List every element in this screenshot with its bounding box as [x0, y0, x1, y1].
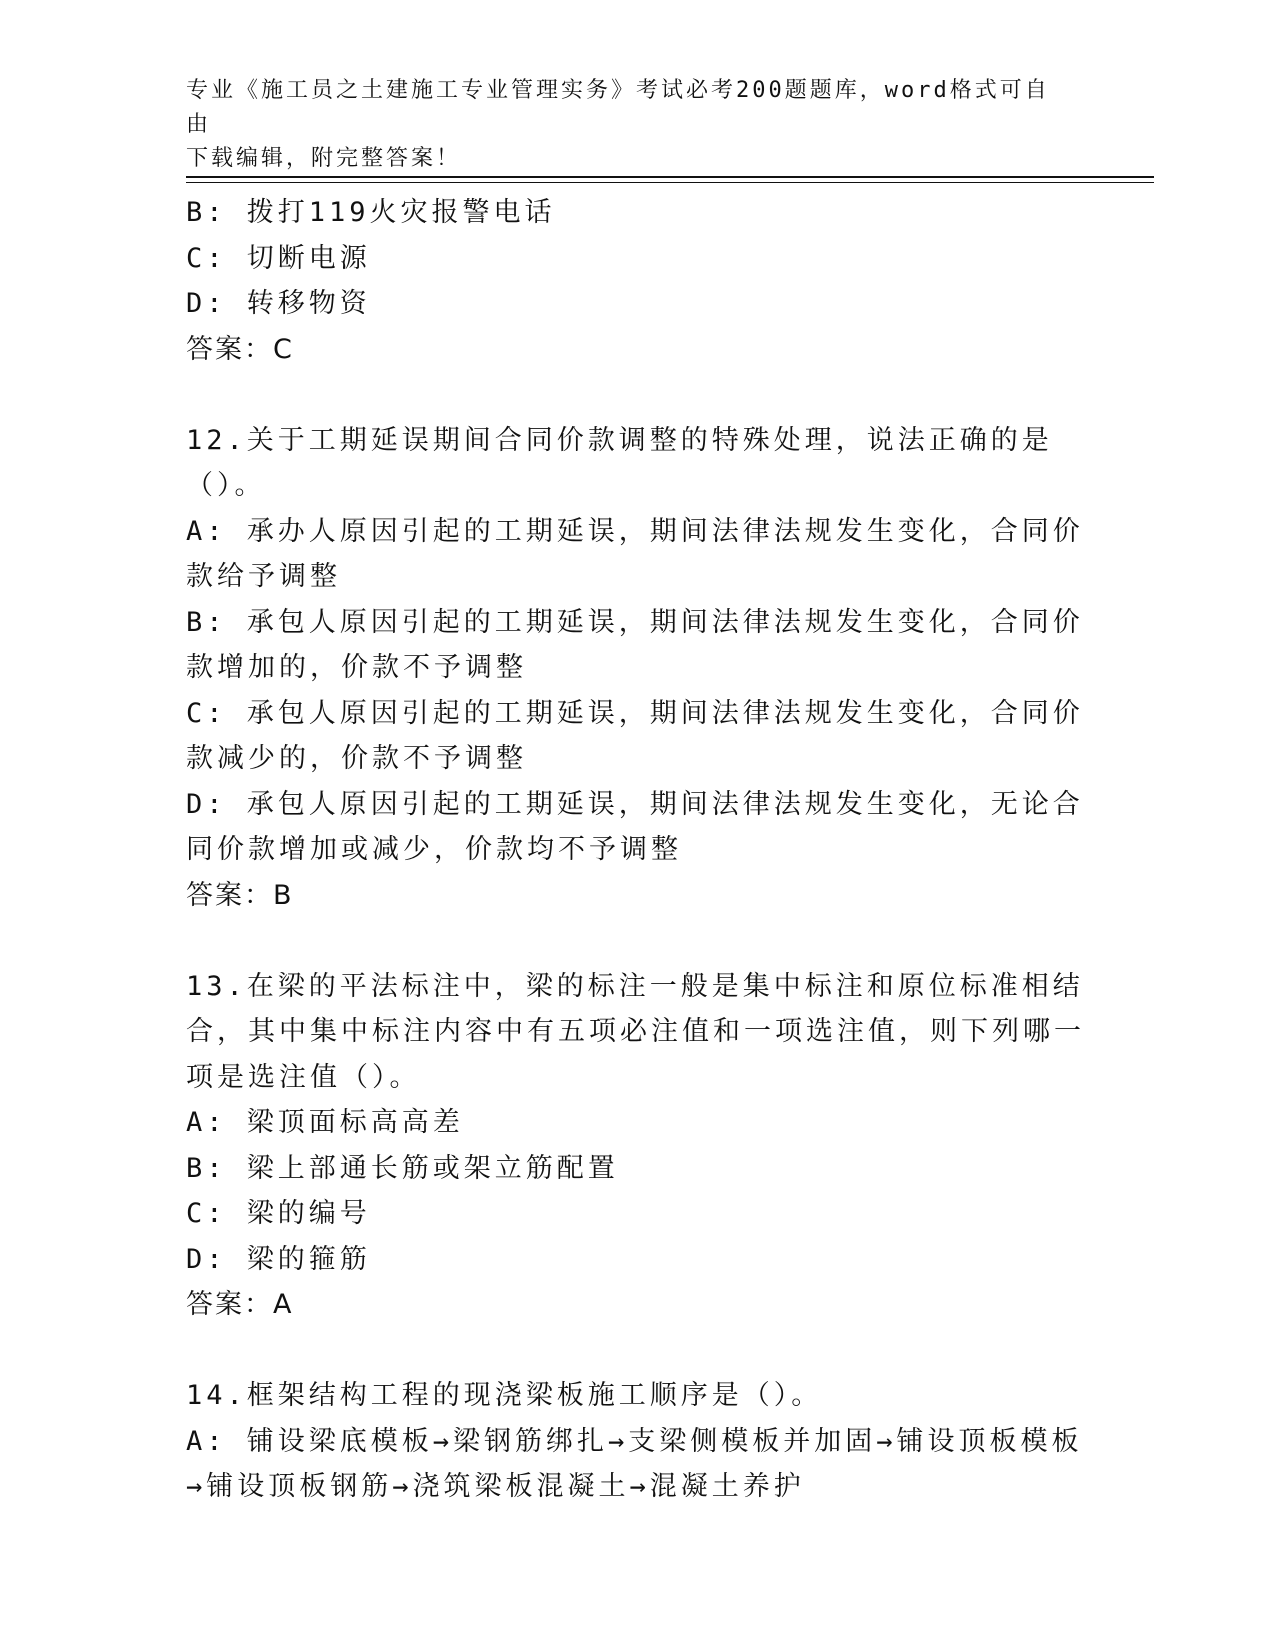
- header-divider-thin: [186, 182, 1154, 183]
- q13-question: 13.在梁的平法标注中，梁的标注一般是集中标注和原位标准相结合，其中集中标注内容中有五项必注值和一项选注值，则下列哪一项是选注值（）。: [186, 970, 1085, 1093]
- q12-option-d: D: 承包人原因引起的工期延误，期间法律法规发生变化，无论合同价款增加或减少，价款均不予调整: [186, 788, 1084, 865]
- q12-option-c: C: 承包人原因引起的工期延误，期间法律法规发生变化，合同价款减少的，价款不予调整: [186, 697, 1084, 774]
- question-14: [186, 1373, 1086, 1510]
- q11-option-b: B: 拨打119火灾报警电话: [186, 197, 556, 228]
- q12-option-a: A: 承办人原因引起的工期延误，期间法律法规发生变化，合同价款给予调整: [186, 515, 1084, 592]
- q13-option-c: C: 梁的编号: [186, 1198, 371, 1229]
- q13-answer: 答案：A: [186, 1289, 294, 1320]
- q13-option-d: D: 梁的箍筋: [186, 1243, 371, 1275]
- q11-answer: 答案：C: [186, 333, 294, 365]
- header-line-1: 专业《施工员之土建施工专业管理实务》考试必考200题题库，word格式可自由: [186, 78, 1050, 137]
- question-11: [186, 190, 1086, 372]
- q12-question: 12.关于工期延误期间合同价款调整的特殊处理，说法正确的是（）。: [186, 424, 1053, 501]
- q11-option-d: D: 转移物资: [186, 288, 371, 319]
- spacer: [186, 372, 1086, 418]
- question-13: [186, 964, 1086, 1328]
- page-header: [186, 74, 1066, 176]
- q13-option-a: A: 梁顶面标高高差: [186, 1107, 464, 1138]
- q12-answer: 答案：B: [186, 879, 294, 911]
- question-12: [186, 418, 1086, 919]
- header-line-2: 下载编辑，附完整答案！: [186, 146, 462, 171]
- q12-option-b: B: 承包人原因引起的工期延误，期间法律法规发生变化，合同价款增加的，价款不予调整: [186, 606, 1084, 683]
- q13-option-b: B: 梁上部通长筋或架立筋配置: [186, 1152, 619, 1184]
- question-list: [186, 190, 1086, 1510]
- q14-question: 14.框架结构工程的现浇梁板施工顺序是（）。: [186, 1380, 823, 1411]
- spacer: [186, 918, 1086, 964]
- header-divider: [186, 176, 1154, 178]
- q11-option-c: C: 切断电源: [186, 242, 371, 274]
- q14-option-a: A: 铺设梁底模板→梁钢筋绑扎→支梁侧模板并加固→铺设顶板模板→铺设顶板钢筋→浇筑梁板混凝土→混凝土养护: [186, 1425, 1083, 1502]
- spacer: [186, 1328, 1086, 1374]
